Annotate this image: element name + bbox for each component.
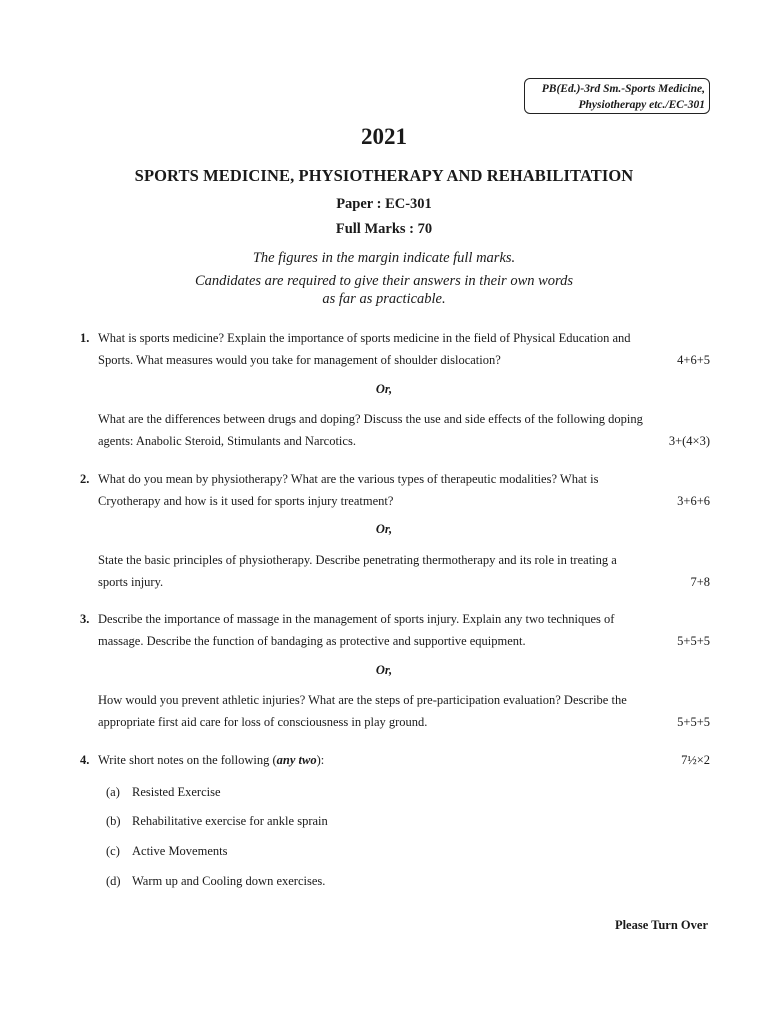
- question-text: What is sports medicine? Explain the importance of sports medicine in the field of Physical Education and: [98, 331, 631, 345]
- instruction-line-2: Candidates are required to give their answers in their own words: [194, 273, 574, 289]
- question-text: What do you mean by physiotherapy? What are the various types of therapeutic modalities? What is: [98, 472, 599, 486]
- question-marks: 5+5+5: [677, 634, 710, 648]
- question-emphasis: any two: [276, 753, 317, 767]
- question-text: Describe the importance of massage in the management of sports injury. Explain any two techniques of: [98, 612, 615, 626]
- question-text-suffix: ):: [316, 753, 325, 767]
- question-text: Cryotherapy and how is it used for sports injury treatment?: [98, 494, 394, 508]
- paper-code-box: [524, 78, 710, 114]
- question-marks: 3+(4×3): [668, 434, 710, 448]
- or-separator: Or,: [375, 663, 393, 677]
- sub-item-label: (d): [106, 874, 121, 888]
- sub-item-c: [106, 844, 227, 859]
- exam-year: 2021: [361, 124, 407, 149]
- or-separator: Or,: [375, 382, 393, 396]
- question-number: 2.: [80, 472, 90, 486]
- sub-item-text: Active Movements: [132, 844, 228, 858]
- sub-item-b: [106, 814, 328, 829]
- paper-code-line-1: PB(Ed.)-3rd Sm.-Sports Medicine,: [541, 83, 705, 95]
- question-text: sports injury.: [98, 575, 164, 589]
- question-marks: 7+8: [690, 575, 710, 589]
- sub-item-a: [106, 785, 221, 800]
- sub-item-label: (b): [106, 814, 121, 828]
- question-text: Sports. What measures would you take for management of shoulder dislocation?: [98, 353, 501, 367]
- sub-item-text: Rehabilitative exercise for ankle sprain: [132, 814, 328, 828]
- question-text: massage. Describe the function of bandaging as protective and supportive equipment.: [98, 634, 526, 648]
- question-text: What are the differences between drugs and doping? Discuss the use and side effects of the following doping: [98, 412, 643, 426]
- or-separator: Or,: [375, 522, 393, 536]
- question-2-alternative: [80, 549, 710, 593]
- sub-item-label: (a): [106, 785, 120, 799]
- paper-number: Paper : EC-301: [336, 196, 432, 212]
- question-text: agents: Anabolic Steroid, Stimulants and Narcotics.: [98, 434, 356, 448]
- question-number: 4.: [80, 753, 90, 767]
- sub-item-text: Warm up and Cooling down exercises.: [132, 874, 326, 888]
- sub-item-label: (c): [106, 844, 120, 858]
- please-turn-over: Please Turn Over: [614, 918, 708, 932]
- question-3-alternative: [80, 689, 710, 733]
- instruction-line-1: The figures in the margin indicate full marks.: [252, 250, 516, 266]
- question-text: appropriate first aid care for loss of consciousness in play ground.: [98, 715, 428, 729]
- question-3: [80, 608, 710, 652]
- question-marks: 3+6+6: [677, 494, 710, 508]
- paper-code-line-2: Physiotherapy etc./EC-301: [578, 99, 705, 111]
- question-text: [98, 749, 324, 771]
- sub-item-text: Resisted Exercise: [132, 785, 221, 799]
- question-1: [80, 327, 710, 371]
- question-text: How would you prevent athletic injuries? What are the steps of pre-participation evaluation? Describe the: [98, 693, 627, 707]
- question-4: [80, 749, 710, 771]
- sub-item-d: [106, 874, 325, 889]
- instruction-line-3: as far as practicable.: [322, 291, 446, 307]
- question-1-alternative: [80, 408, 710, 452]
- question-marks: 4+6+5: [677, 353, 710, 367]
- question-number: 1.: [80, 331, 90, 345]
- question-marks: 7½×2: [681, 753, 710, 767]
- question-2: [80, 468, 710, 512]
- question-number: 3.: [80, 612, 90, 626]
- question-text: State the basic principles of physiotherapy. Describe penetrating thermotherapy and its role in treating a: [98, 553, 617, 567]
- full-marks: Full Marks : 70: [335, 221, 433, 237]
- question-text-prefix: Write short notes on the following (: [98, 753, 277, 767]
- question-marks: 5+5+5: [677, 715, 710, 729]
- exam-title: SPORTS MEDICINE, PHYSIOTHERAPY AND REHABILITATION: [134, 166, 634, 185]
